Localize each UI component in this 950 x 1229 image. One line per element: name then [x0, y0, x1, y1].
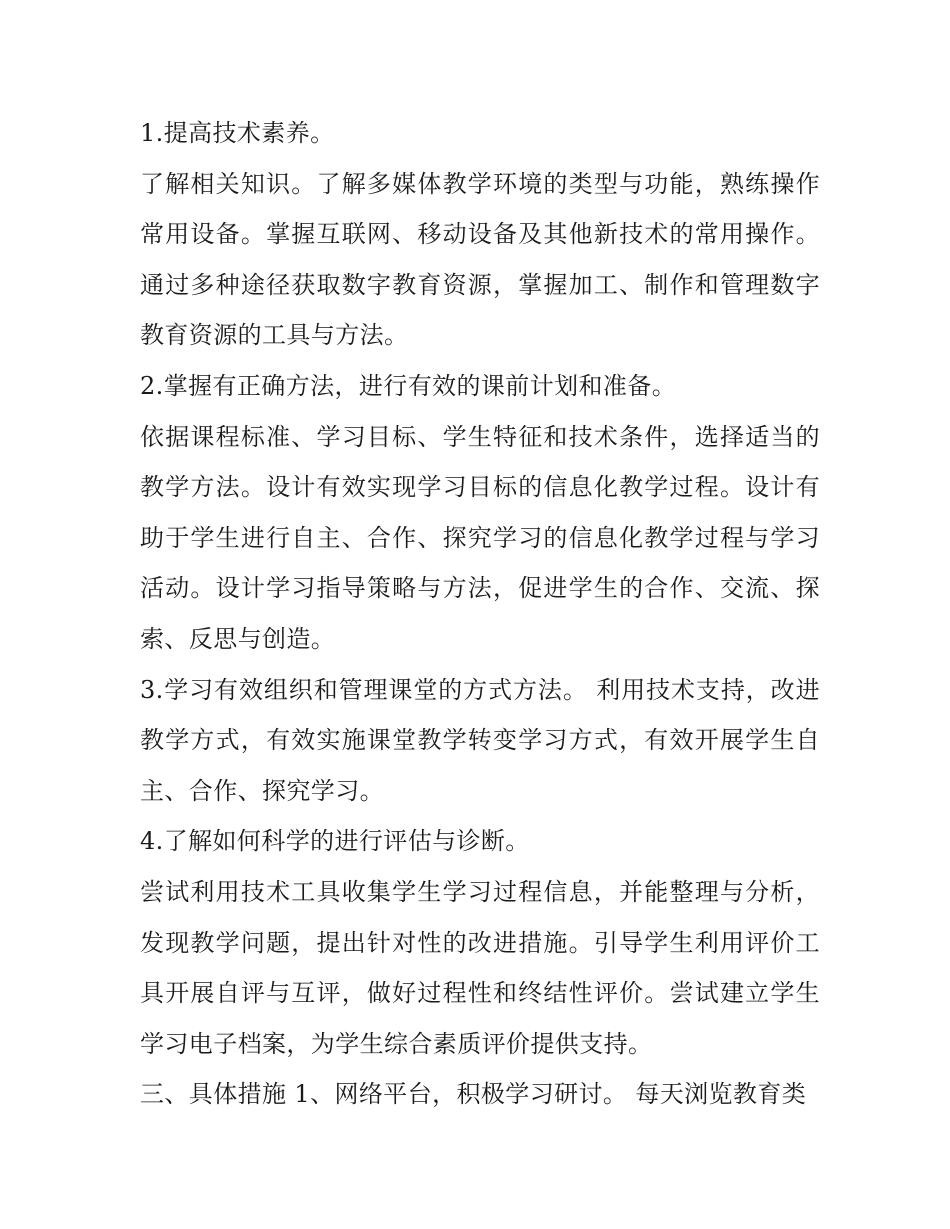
paragraph-related-knowledge: 了解相关知识。了解多媒体教学环境的类型与功能，熟练操作常用设备。掌握互联网、移动设备及其他新技术的常用操作。通过多种途径获取数字教育资源，掌握加工、制作和管理数字教育资源的工具与方法。	[140, 169, 820, 350]
paragraph-assessment-tools: 尝试利用技术工具收集学生学习过程信息，并能整理与分析，发现教学问题，提出针对性的改进措施。引导学生利用评价工具开展自评与互评，做好过程性和终结性评价。尝试建立学生学习电子档案，为学生综合素质评价提供支持。	[140, 877, 820, 1058]
document-body	[140, 108, 820, 1120]
paragraph-teaching-design: 依据课程标准、学习目标、学生特征和技术条件，选择适当的教学方法。设计有效实现学习目标的信息化教学过程。设计有助于学生进行自主、合作、探究学习的信息化教学过程与学习活动。设计学习指导策略与方法，促进学生的合作、交流、探索、反思与创造。	[140, 422, 820, 653]
heading-assessment-diagnosis: 4.了解如何科学的进行评估与诊断。	[140, 827, 530, 856]
heading-improve-tech-literacy: 1.提高技术素养。	[140, 119, 335, 147]
paragraph-specific-measures: 三、具体措施 1、网络平台，积极学习研讨。 每天浏览教育类	[140, 1080, 807, 1109]
paragraph-classroom-management: 3.学习有效组织和管理课堂的方式方法。 利用技术支持，改进教学方式，有效实施课堂教学转变学习方式，有效开展学生自主、合作、探究学习。	[140, 675, 820, 805]
heading-pre-class-planning: 2.掌握有正确方法，进行有效的课前计划和准备。	[140, 371, 677, 400]
